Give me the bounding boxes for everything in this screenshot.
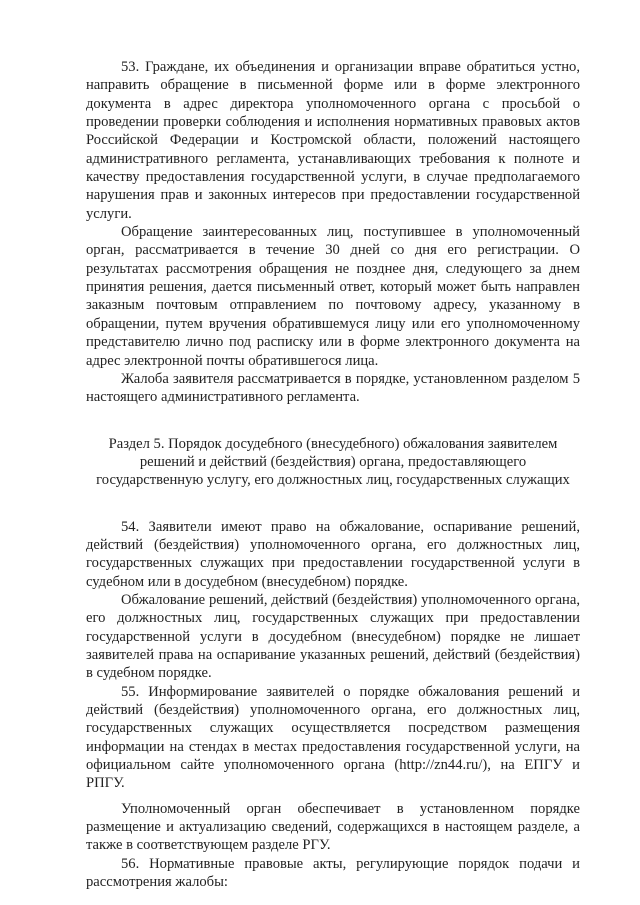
- paragraph-appeal-rights: Обжалование решений, действий (бездействия) уполномоченного органа, его должностных лиц, государственных служащих при предоставлении государственной услуги в досудебном (внесудебном) порядке не лишает заявителей права на оспаривание указанных решений, действий (бездействия) в судебном порядке.: [86, 591, 580, 682]
- spacer: [86, 793, 580, 800]
- section-5-heading: Раздел 5. Порядок досудебного (внесудебного) обжалования заявителем решений и действий (бездействия) органа, предоставляющего государственную услугу, его должностных лиц, государственных служащих: [96, 435, 570, 489]
- paragraph-authority-duties: Уполномоченный орган обеспечивает в установленном порядке размещение и актуализацию сведений, содержащихся в настоящем разделе, а также в соответствующем разделе РГУ.: [86, 800, 580, 854]
- paragraph-56: 56. Нормативные правовые акты, регулирующие порядок подачи и рассмотрения жалобы:: [86, 855, 580, 891]
- document-page: [86, 58, 580, 891]
- paragraph-55: 55. Информирование заявителей о порядке обжалования решений и действий (бездействия) уполномоченного органа, его должностных лиц, государственных служащих осуществляется посредством размещения информации на стендах в местах предоставления государственной услуги, на официальном сайте уполномоченного органа (http://zn44.ru/), на ЕПГУ и РПГУ.: [86, 683, 580, 792]
- paragraph-appeal-review: Обращение заинтересованных лиц, поступившее в уполномоченный орган, рассматривается в течение 30 дней со дня его регистрации. О результатах рассмотрения обращения не позднее дня, следующего за днем принятия решения, дается письменный ответ, который может быть направлен заказным почтовым отправлением по почтовому адресу, указанному в обращении, путем вручения обратившемуся лицу или его уполномоченному представителю лично под расписку или в форме электронного документа на адрес электронной почты обратившегося лица.: [86, 224, 580, 369]
- paragraph-53: 53. Граждане, их объединения и организации вправе обратиться устно, направить обращение в письменной форме или в форме электронного документа в адрес директора уполномоченного органа с просьбой о проведении проверки соблюдения и исполнения нормативных правовых актов Российской Федерации и Костромской области, положений настоящего административного регламента, устанавливающих требования к полноте и качеству предоставления государственной услуги, в случае предполагаемого нарушения прав и законных интересов при предоставлении государственной услуги.: [86, 59, 580, 222]
- paragraph-complaint: Жалоба заявителя рассматривается в порядке, установленном разделом 5 настоящего административного регламента.: [86, 370, 580, 406]
- paragraph-54: 54. Заявители имеют право на обжалование, оспаривание решений, действий (бездействия) уполномоченного органа, его должностных лиц, государственных служащих при предоставлении государственной услуги в судебном или в досудебном (внесудебном) порядке.: [86, 518, 580, 590]
